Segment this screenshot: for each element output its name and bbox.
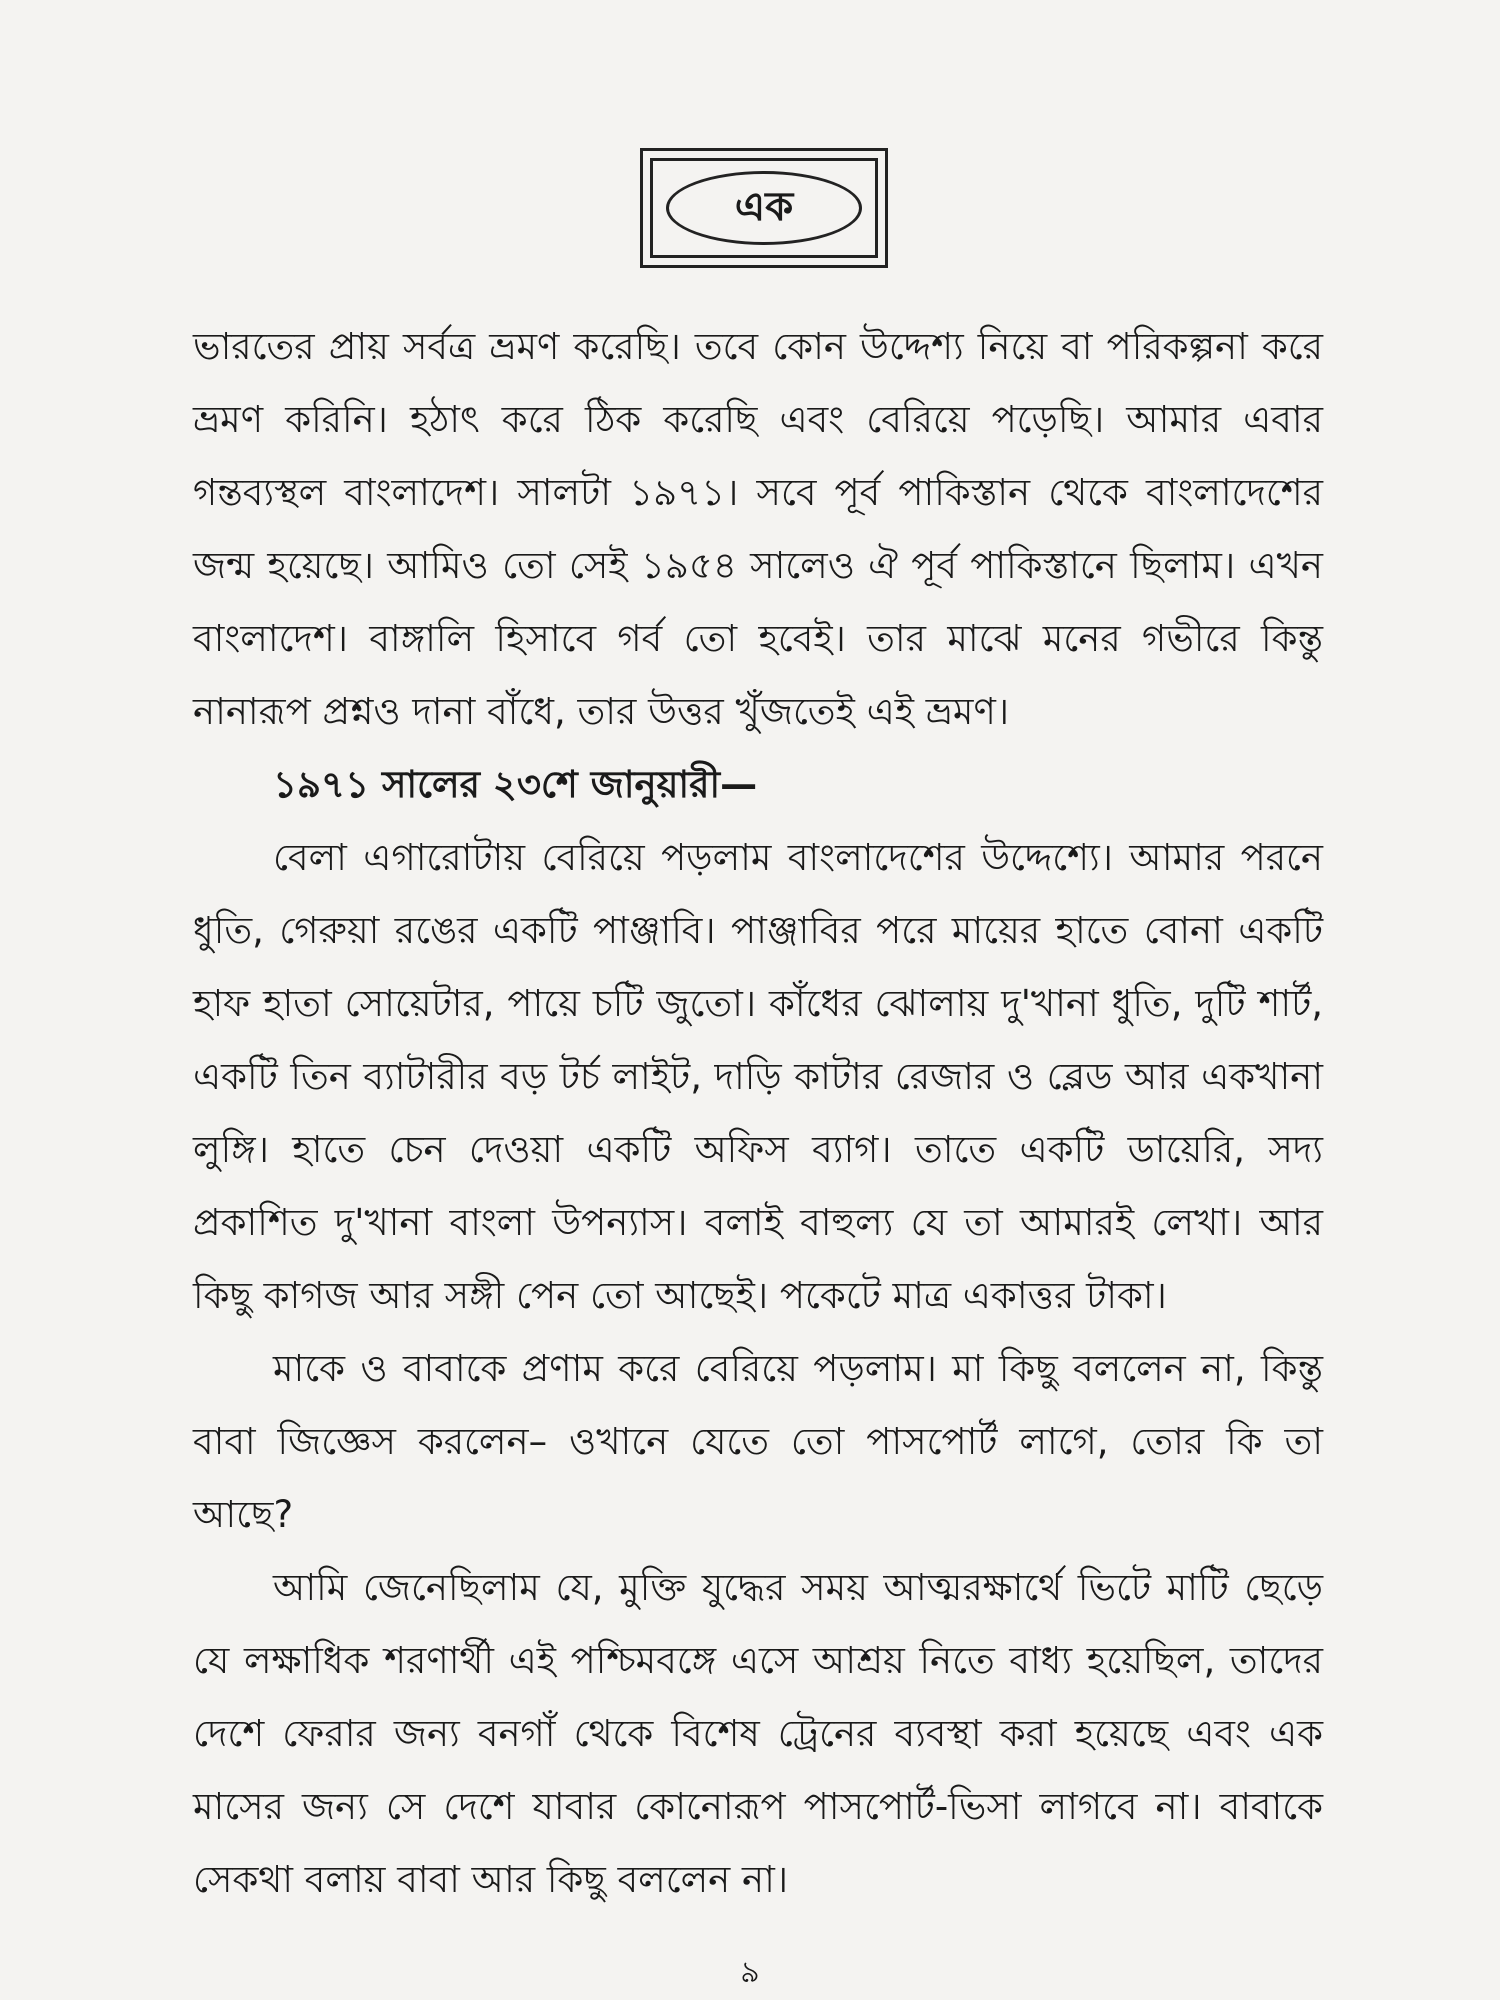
chapter-title: এক — [666, 171, 862, 245]
date-heading: ১৯৭১ সালের ২৩শে জানুয়ারী— — [273, 763, 758, 806]
paragraph-intro: ভারতের প্রায় সর্বত্র ভ্রমণ করেছি। তবে কোন উদ্দেশ্য নিয়ে বা পরিকল্পনা করে ভ্রমণ করিনি। হঠাৎ করে ঠিক করেছি এবং বেরিয়ে পড়েছি। আমার এবার গন্তব্যস্থল বাংলাদেশ। সালটা ১৯৭১। সবে পূর্ব পাকিস্তান থেকে বাংলাদেশের জন্ম হয়েছে। আমিও তো সেই ১৯৫৪ সালেও ঐ পূর্ব পাকিস্তানে ছিলাম। এখন বাংলাদেশ। বাঙ্গালি হিসাবে গর্ব তো হবেই। তার মাঝে মনের গভীরে কিন্তু নানারূপ প্রশ্নও দানা বাঁধে, তার উত্তর খুঁজতেই এই ভ্রমণ। — [193, 325, 1323, 733]
body-text — [193, 310, 1323, 1916]
page-number: ৯ — [740, 1955, 760, 1990]
paragraph-parents: মাকে ও বাবাকে প্রণাম করে বেরিয়ে পড়লাম। মা কিছু বললেন না, কিন্তু বাবা জিজ্ঞেস করলেন– ওখানে যেতে তো পাসপোর্ট লাগে, তোর কি তা আছে? — [193, 1347, 1323, 1536]
paragraph-departure: বেলা এগারোটায় বেরিয়ে পড়লাম বাংলাদেশের উদ্দেশ্যে। আমার পরনে ধুতি, গেরুয়া রঙের একটি পাঞ্জাবি। পাঞ্জাবির পরে মায়ের হাতে বোনা একটি হাফ হাতা সোয়েটার, পায়ে চটি জুতো। কাঁধের ঝোলায় দু'খানা ধুতি, দুটি শার্ট, একটি তিন ব্যাটারীর বড় টর্চ লাইট, দাড়ি কাটার রেজার ও ব্লেড আর একখানা লুঙ্গি। হাতে চেন দেওয়া একটি অফিস ব্যাগ। তাতে একটি ডায়েরি, সদ্য প্রকাশিত দু'খানা বাংলা উপন্যাস। বলাই বাহুল্য যে তা আমারই লেখা। আর কিছু কাগজ আর সঙ্গী পেন তো আছেই। পকেটে মাত্র একাত্তর টাকা। — [193, 836, 1324, 1317]
paragraph-refugee-train: আমি জেনেছিলাম যে, মুক্তি যুদ্ধের সময় আত্মরক্ষার্থে ভিটে মাটি ছেড়ে যে লক্ষাধিক শরণার্থী এই পশ্চিমবঙ্গে এসে আশ্রয় নিতে বাধ্য হয়েছিল, তাদের দেশে ফেরার জন্য বনগাঁ থেকে বিশেষ ট্রেনের ব্যবস্থা করা হয়েছে এবং এক মাসের জন্য সে দেশে যাবার কোনোরূপ পাসপোর্ট-ভিসা লাগবে না। বাবাকে সেকথা বলায় বাবা আর কিছু বললেন না। — [193, 1566, 1323, 1901]
chapter-heading-frame — [640, 148, 888, 268]
chapter-heading-inner-frame — [650, 158, 878, 258]
